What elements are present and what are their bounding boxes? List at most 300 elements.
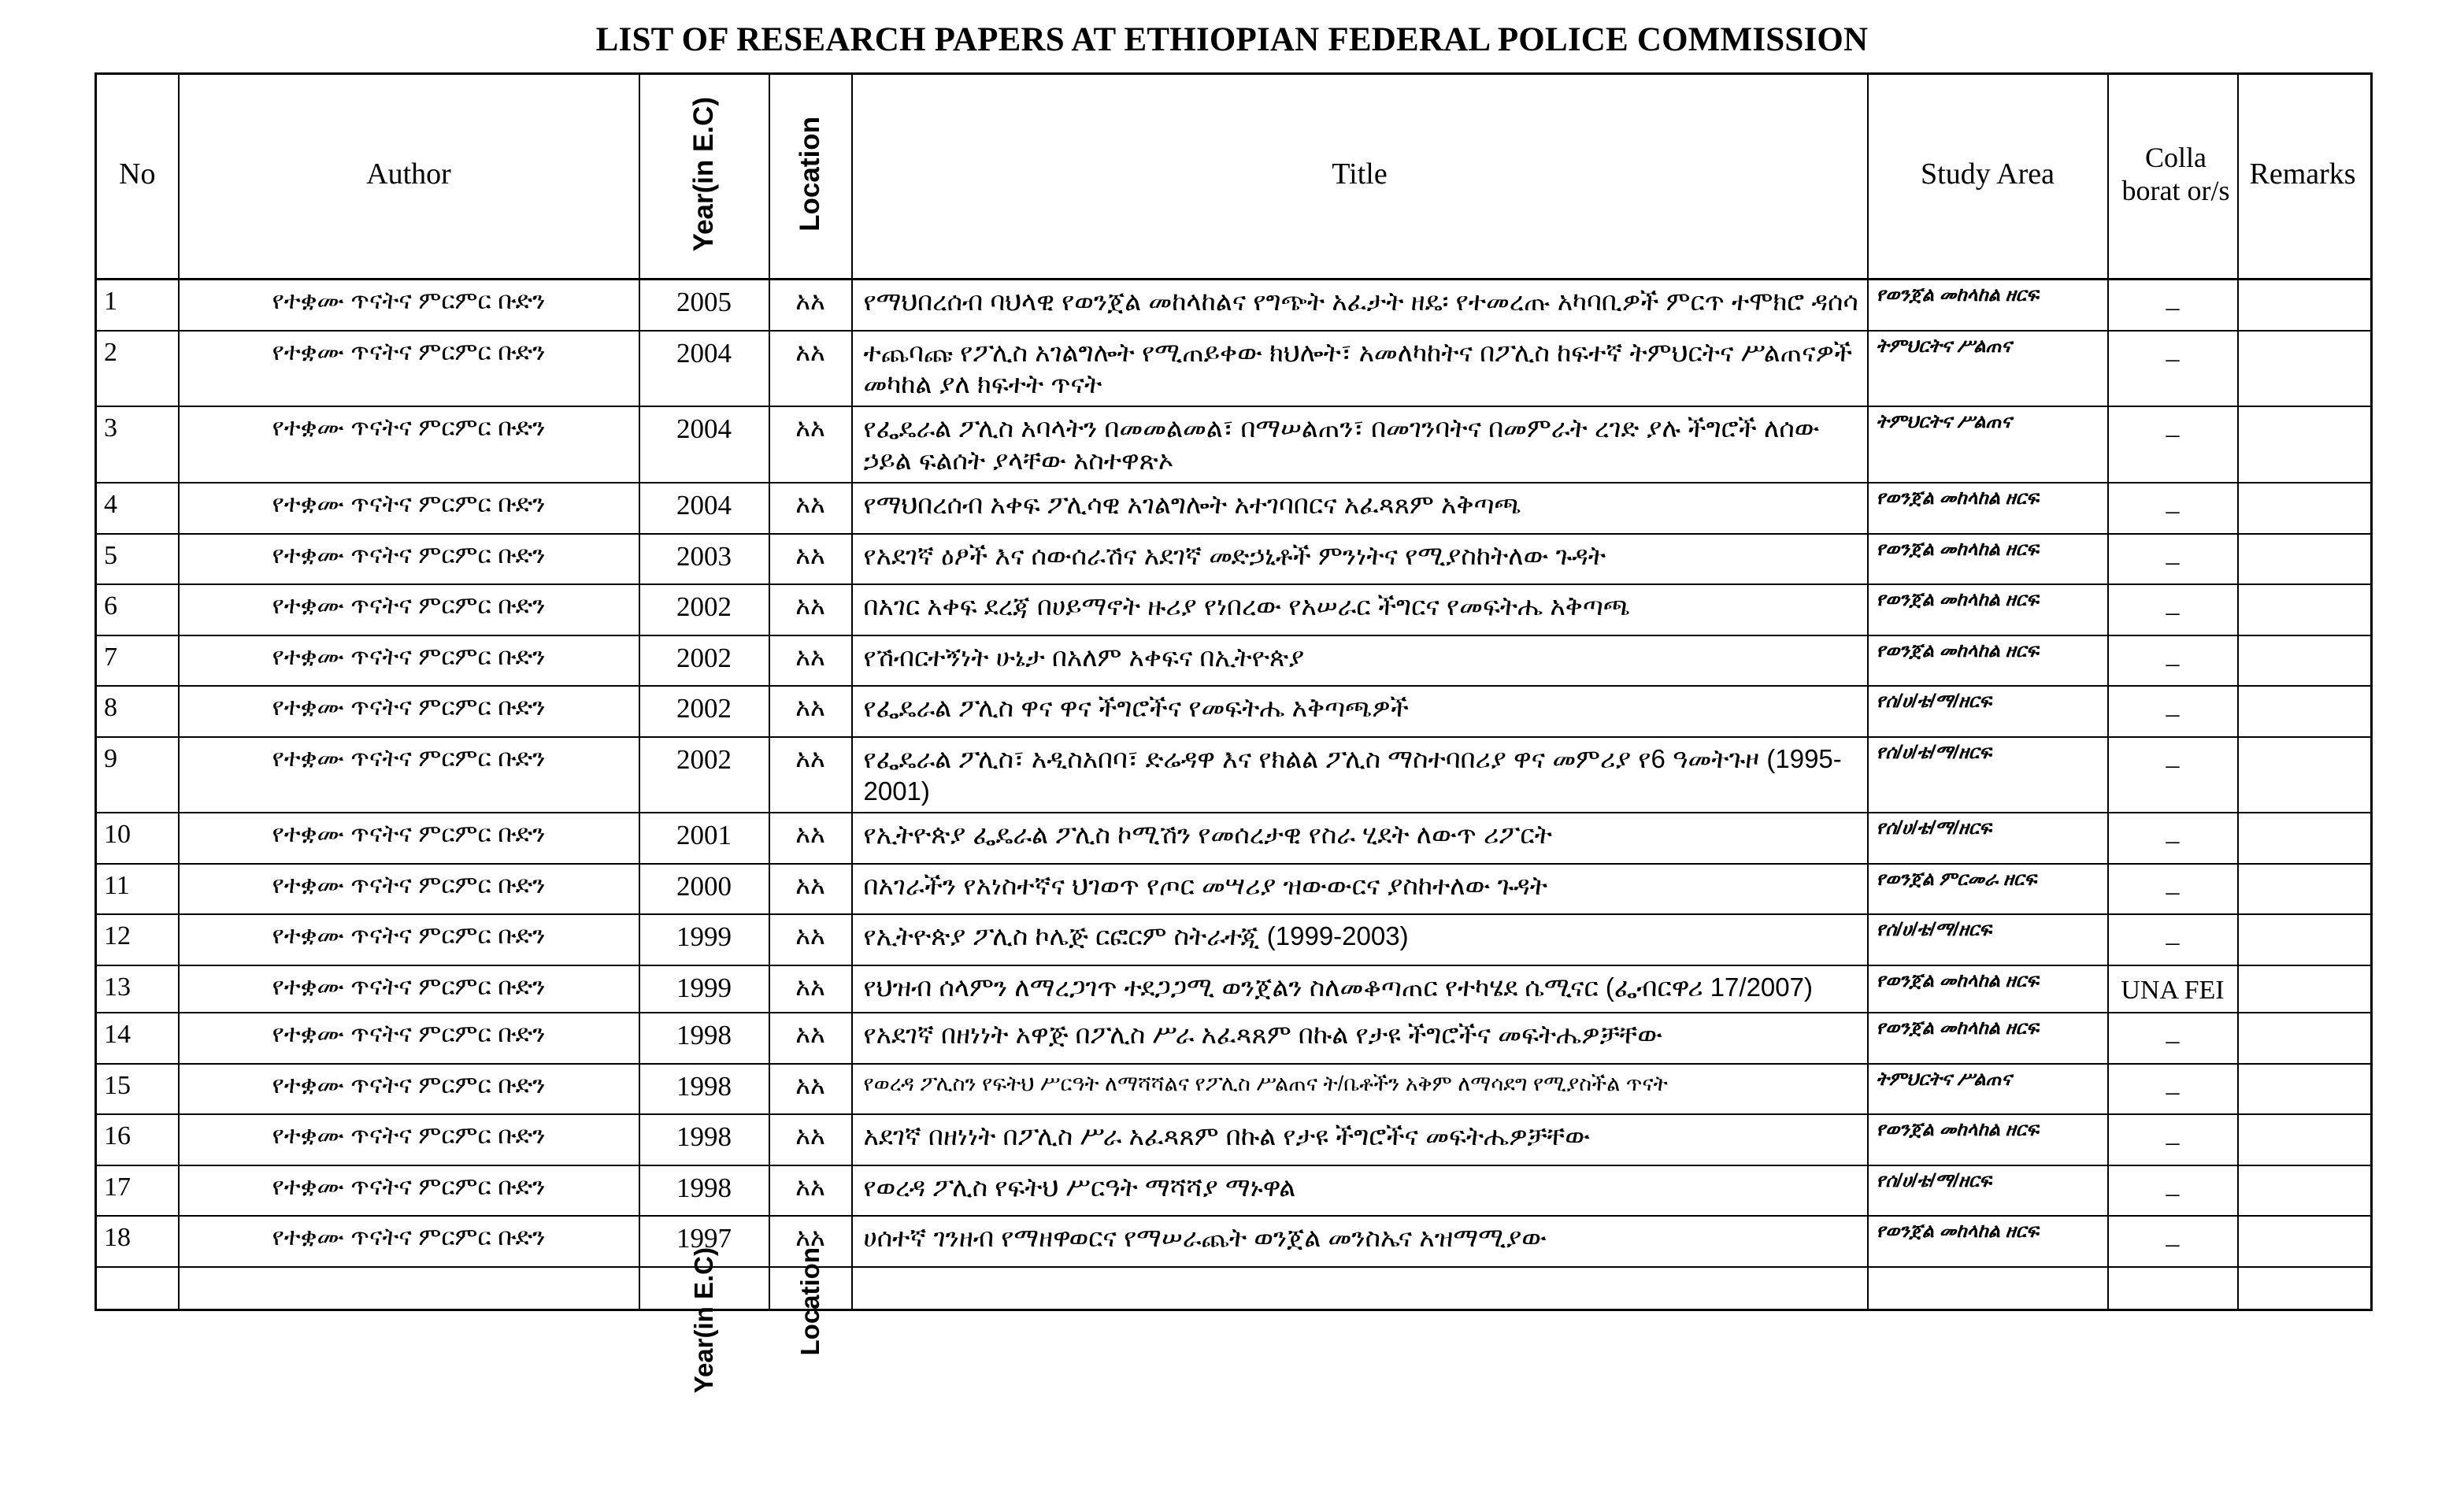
row-study-area: የወንጀል መከላከል ዘርፍ	[1876, 538, 2039, 560]
column-header-location-vertical	[770, 75, 851, 273]
row-remarks-cell	[2238, 584, 2372, 635]
row-number-cell	[96, 737, 179, 813]
cutoff-year-cell-vertical	[640, 1247, 769, 1393]
row-author: የተቋሙ ጥናትና ምርምር ቡድን	[272, 1172, 546, 1200]
row-study-area-cell	[1868, 483, 2108, 534]
cutoff-location-cell	[769, 1247, 852, 1356]
row-collaborators: –	[2166, 1178, 2180, 1208]
column-header-no-label: No	[119, 157, 156, 191]
column-header-collaborators-label: Colla borat or/s	[2121, 141, 2230, 206]
row-year-cell	[639, 280, 769, 331]
row-remarks-cell	[2238, 813, 2372, 864]
row-study-area: የሰ/ሀ/ቴ/ማ/ዘርፍ	[1876, 817, 1992, 839]
row-author: የተቋሙ ጥናትና ምርምር ቡድን	[272, 693, 546, 721]
cutoff-author-cell	[179, 1267, 639, 1310]
column-header-study-area	[1868, 74, 2108, 280]
row-number: 13	[104, 972, 131, 1002]
row-number: 4	[104, 490, 117, 520]
row-study-area-cell	[1868, 864, 2108, 915]
row-title-cell	[852, 813, 1868, 864]
row-author-cell	[179, 1013, 639, 1064]
row-author: የተቋሙ ጥናትና ምርምር ቡድን	[272, 540, 546, 569]
row-study-area-cell	[1868, 965, 2108, 1013]
row-remarks-cell	[2238, 1165, 2372, 1217]
row-collaborators-cell	[2108, 686, 2238, 737]
row-title-cell	[852, 1165, 1868, 1217]
row-number-cell	[96, 686, 179, 737]
row-location-cell	[769, 686, 852, 737]
row-year-cell	[639, 864, 769, 915]
row-author: የተቋሙ ጥናትና ምርምር ቡድን	[272, 642, 546, 670]
row-remarks	[2239, 636, 2371, 646]
column-header-year-label: Year(in E.C)	[687, 96, 719, 252]
row-collaborators: –	[2166, 496, 2180, 526]
row-remarks-cell	[2238, 483, 2372, 534]
row-author: የተቋሙ ጥናትና ምርምር ቡድን	[272, 591, 546, 620]
column-header-author-label: Author	[366, 157, 451, 191]
table-row	[96, 686, 2372, 737]
row-title: የህዝብ ሰላምን ለማረጋገጥ ተደጋጋሚ ወንጀልን ስለመቆጣጠር የተካሄደ ሴሚናር (ፌብርዋሪ 17/2007)	[863, 972, 1813, 1002]
row-study-area-cell	[1868, 737, 2108, 813]
column-header-year-vertical	[640, 75, 769, 273]
row-author: የተቋሙ ጥናትና ምርምር ቡድን	[272, 490, 546, 518]
row-study-area-cell	[1868, 813, 2108, 864]
column-header-title	[852, 74, 1868, 280]
row-location: አአ	[795, 1020, 825, 1049]
row-collaborators: –	[2166, 293, 2180, 322]
table-row	[96, 1013, 2372, 1064]
row-collaborators-cell	[2108, 864, 2238, 915]
row-title: የማህበረሰብ አቀፍ ፖሊሳዊ አገልግሎት አተገባበርና አፈጻጸም አቅጣጫ	[863, 490, 1521, 520]
row-author-cell	[179, 584, 639, 635]
row-collaborators: –	[2166, 928, 2180, 958]
cutoff-study-area-cell	[1868, 1267, 2108, 1310]
column-header-author	[179, 74, 639, 280]
row-number-cell	[96, 534, 179, 585]
row-study-area-cell	[1868, 1064, 2108, 1115]
row-study-area: የወንጀል መከላከል ዘርፍ	[1876, 969, 2039, 991]
row-remarks-cell	[2238, 406, 2372, 483]
row-author-cell	[179, 686, 639, 737]
row-study-area-cell	[1868, 1013, 2108, 1064]
row-number-cell	[96, 1114, 179, 1165]
row-author: የተቋሙ ጥናትና ምርምር ቡድን	[272, 820, 546, 848]
table-row	[96, 965, 2372, 1013]
row-title-cell	[852, 686, 1868, 737]
row-year-cell	[639, 534, 769, 585]
table-row	[96, 737, 2372, 813]
row-collaborators: –	[2166, 420, 2180, 450]
row-author: የተቋሙ ጥናትና ምርምር ቡድን	[272, 1020, 546, 1048]
row-location: አአ	[795, 642, 825, 671]
row-study-area: የሰ/ሀ/ቴ/ማ/ዘርፍ	[1876, 741, 1992, 763]
row-location-cell	[769, 635, 852, 687]
column-header-no	[96, 74, 179, 280]
row-title: ተጨባጩ የፖሊስ አገልግሎት የሚጠይቀው ክህሎት፣ አመለካከትና በፖሊስ ከፍተኛ ትምህርትና ሥልጠናዎች መካከል ያለ ክፍተት ጥናት	[863, 337, 1853, 399]
cutoff-no-cell-content	[97, 1268, 178, 1309]
row-title-cell	[852, 965, 1868, 1013]
row-location-cell	[769, 864, 852, 915]
row-number: 10	[104, 820, 131, 850]
row-collaborators: –	[2166, 699, 2180, 729]
row-title-cell	[852, 864, 1868, 915]
row-number: 9	[104, 743, 117, 773]
row-number-cell	[96, 584, 179, 635]
row-number-cell	[96, 1064, 179, 1115]
row-remarks	[2239, 585, 2371, 595]
row-collaborators: –	[2166, 1229, 2180, 1259]
column-header-study-area-label: Study Area	[1921, 157, 2055, 191]
row-year-cell	[639, 914, 769, 965]
row-study-area-cell	[1868, 406, 2108, 483]
row-year: 1999	[676, 972, 732, 1003]
row-remarks	[2239, 865, 2371, 875]
row-title-cell	[852, 331, 1868, 407]
row-study-area: ትምህርትና ሥልጠና	[1876, 335, 2012, 357]
cutoff-no-cell	[96, 1267, 179, 1310]
row-author-cell	[179, 534, 639, 585]
row-study-area: የሰ/ሀ/ቴ/ማ/ዘርፍ	[1876, 691, 1992, 713]
row-study-area: የወንጀል መከላከል ዘርፍ	[1876, 284, 2039, 306]
row-year: 1997	[676, 1223, 732, 1254]
table-row	[96, 1064, 2372, 1115]
table-row	[96, 1216, 2372, 1267]
row-number-cell	[96, 1216, 179, 1267]
row-author: የተቋሙ ጥናትና ምርምር ቡድን	[272, 743, 546, 772]
cutoff-study-area-cell-content	[1869, 1268, 2107, 1309]
row-remarks	[2239, 1065, 2371, 1075]
row-collaborators: –	[2166, 343, 2180, 373]
row-remarks	[2239, 915, 2371, 925]
row-collaborators-cell	[2108, 1064, 2238, 1115]
column-header-location	[769, 74, 852, 280]
row-location: አአ	[795, 287, 825, 315]
row-location-cell	[769, 534, 852, 585]
row-number: 14	[104, 1020, 131, 1050]
row-number-cell	[96, 813, 179, 864]
row-number: 5	[104, 540, 117, 570]
row-year-cell	[639, 483, 769, 534]
row-year-cell	[639, 584, 769, 635]
row-title: የአደገኛ ዕፆች እና ሰውሰራሽና አደገኛ መድኃኒቶች ምንነትና የሚያስከትለው ጉዳት	[863, 540, 1606, 570]
row-year-cell	[639, 331, 769, 407]
row-title-cell	[852, 1064, 1868, 1115]
row-collaborators: –	[2166, 1128, 2180, 1158]
row-study-area-cell	[1868, 280, 2108, 331]
row-title: የአደገኛ በዘነነት አዋጅ በፖሊስ ሥራ አፈጻጸም በኩል የታዩ ችግሮችና መፍትሔዎቻቸው	[863, 1020, 1663, 1050]
row-collaborators-cell	[2108, 965, 2238, 1013]
table-row	[96, 914, 2372, 965]
row-remarks	[2239, 280, 2371, 291]
row-number: 6	[104, 591, 117, 621]
row-title-cell	[852, 584, 1868, 635]
row-remarks	[2239, 1166, 2371, 1176]
row-study-area: የወንጀል መከላከል ዘርፍ	[1876, 1221, 2039, 1243]
row-study-area: የወንጀል መከላከል ዘርፍ	[1876, 589, 2039, 611]
row-study-area: የሰ/ሀ/ቴ/ማ/ዘርፍ	[1876, 1169, 1992, 1191]
cutoff-title-cell-content	[853, 1268, 1867, 1309]
table-row	[96, 635, 2372, 687]
row-remarks-cell	[2238, 864, 2372, 915]
table-row	[96, 584, 2372, 635]
row-year: 1998	[676, 1172, 732, 1203]
row-number: 1	[104, 287, 117, 316]
row-year-cell	[639, 965, 769, 1013]
row-remarks	[2239, 483, 2371, 494]
row-number: 7	[104, 642, 117, 672]
row-study-area-cell	[1868, 635, 2108, 687]
row-year: 2000	[676, 870, 732, 902]
row-title-cell	[852, 737, 1868, 813]
row-remarks-cell	[2238, 635, 2372, 687]
row-year: 1998	[676, 1121, 732, 1153]
row-number-cell	[96, 864, 179, 915]
cutoff-location-cell-content	[770, 1247, 851, 1356]
row-author: የተቋሙ ጥናትና ምርምር ቡድን	[272, 921, 546, 950]
row-title: የፌዴራል ፖሊስ፣ አዲስአበባ፣ ድሬዳዋ እና የክልል ፖሊስ ማስተባበሪያ ዋና መምሪያ የ6 ዓመትጉዞ (1995-2001)	[863, 743, 1842, 806]
row-author-cell	[179, 406, 639, 483]
column-header-remarks	[2238, 74, 2372, 280]
row-number: 15	[104, 1070, 131, 1100]
row-collaborators-cell	[2108, 584, 2238, 635]
table-row	[96, 813, 2372, 864]
row-author-cell	[179, 280, 639, 331]
row-remarks-cell	[2238, 1013, 2372, 1064]
row-collaborators-cell	[2108, 737, 2238, 813]
row-collaborators-cell	[2108, 813, 2238, 864]
column-header-collaborators	[2108, 74, 2238, 280]
row-year: 2004	[676, 490, 732, 521]
row-collaborators: –	[2166, 1026, 2180, 1056]
row-year: 2001	[676, 820, 732, 851]
row-remarks	[2239, 535, 2371, 545]
row-number-cell	[96, 635, 179, 687]
row-number: 11	[104, 870, 130, 900]
row-collaborators-cell	[2108, 331, 2238, 407]
row-location-cell	[769, 331, 852, 407]
row-remarks	[2239, 738, 2371, 748]
row-number-cell	[96, 280, 179, 331]
row-location-cell	[769, 1114, 852, 1165]
research-papers-table	[94, 72, 2373, 1394]
row-author-cell	[179, 483, 639, 534]
row-location: አአ	[795, 540, 825, 569]
column-header-title-label: Title	[1332, 157, 1388, 191]
row-location: አአ	[795, 1070, 825, 1099]
row-title: የፌዴራል ፖሊስ ዋና ዋና ችግሮችና የመፍትሔ አቅጣጫዎች	[863, 693, 1409, 723]
row-author-cell	[179, 864, 639, 915]
row-title-cell	[852, 280, 1868, 331]
cutoff-year-cell-content	[640, 1247, 769, 1394]
row-author: የተቋሙ ጥናትና ምርምር ቡድን	[272, 287, 546, 314]
row-year: 1998	[676, 1020, 732, 1051]
row-year: 2005	[676, 287, 732, 317]
row-study-area-cell	[1868, 331, 2108, 407]
row-location-cell	[769, 1013, 852, 1064]
row-study-area: የወንጀል መከላከል ዘርፍ	[1876, 1119, 2039, 1141]
row-title: የወረዳ ፖሊስን የፍትህ ሥርዓት ለማሻሻልና የፖሊስ ሥልጠና ት/ቤቶችን አቅም ለማሳደግ የሚያስችል ጥናት	[863, 1071, 1668, 1095]
row-number-cell	[96, 1013, 179, 1064]
row-author-cell	[179, 1114, 639, 1165]
row-year: 2002	[676, 591, 732, 623]
row-study-area: የወንጀል ምርመራ ዘርፍ	[1876, 868, 2037, 890]
row-year: 2004	[676, 337, 732, 369]
row-number: 17	[104, 1172, 131, 1202]
row-study-area: የወንጀል መከላከል ዘርፍ	[1876, 1017, 2039, 1039]
row-location-cell	[769, 737, 852, 813]
row-year-cell	[639, 1114, 769, 1165]
row-study-area-cell	[1868, 1165, 2108, 1217]
row-year: 1998	[676, 1070, 732, 1102]
row-title-cell	[852, 1216, 1868, 1267]
cutoff-title-cell	[852, 1267, 1868, 1310]
row-remarks	[2239, 1217, 2371, 1227]
row-remarks-cell	[2238, 280, 2372, 331]
row-author-cell	[179, 331, 639, 407]
row-title-cell	[852, 1013, 1868, 1064]
row-year-cell	[639, 1165, 769, 1217]
row-title: በአገራችን የአነስተኛና ህገወጥ የጦር መሣሪያ ዝውውርና ያስከተለው ጉዳት	[863, 870, 1548, 900]
row-location: አአ	[795, 1223, 825, 1252]
row-title-cell	[852, 914, 1868, 965]
row-year-cell	[639, 737, 769, 813]
row-collaborators: UNA FEI	[2121, 975, 2225, 1005]
row-location: አአ	[795, 1121, 825, 1150]
page-title: LIST OF RESEARCH PAPERS AT ETHIOPIAN FEDERAL POLICE COMMISSION	[595, 21, 1869, 58]
cutoff-location-cell-label: Location	[795, 1247, 824, 1356]
row-year: 2002	[676, 693, 732, 724]
row-collaborators: –	[2166, 648, 2180, 678]
row-remarks-cell	[2238, 965, 2372, 1013]
row-title: የኢትዮጵያ ፌዴራል ፖሊስ ኮሚሽን የመሰረታዊ የስራ ሂደት ለውጥ ሪፖርት	[863, 820, 1552, 850]
row-location: አአ	[795, 921, 825, 950]
table-row	[96, 406, 2372, 483]
row-location-cell	[769, 1165, 852, 1217]
row-year: 2004	[676, 413, 732, 445]
table-row	[96, 280, 2372, 331]
row-year: 1999	[676, 921, 732, 953]
row-title: በአገር አቀፍ ደረጃ በሀይማኖት ዙሪያ የነበረው የአሠራር ችግርና የመፍትሔ አቅጣጫ	[863, 591, 1630, 621]
row-study-area: የሰ/ሀ/ቴ/ማ/ዘርፍ	[1876, 919, 1992, 941]
row-collaborators: –	[2166, 1076, 2180, 1106]
table-row-cut-off	[96, 1267, 2372, 1310]
row-remarks	[2239, 813, 2371, 824]
row-remarks	[2239, 332, 2371, 342]
row-title: የኢትዮጵያ ፖሊስ ኮሌጅ ርፎርም ስትራተጂ (1999-2003)	[863, 921, 1409, 951]
row-remarks-cell	[2238, 686, 2372, 737]
row-author-cell	[179, 813, 639, 864]
row-title: የማህበረሰብ ባህላዊ የወንጀል መከላከልና የግጭት አፈታት ዘዴ፡ የተመረጡ አካባቢዎች ምርጥ ተሞክሮ ዳሰሳ	[863, 287, 1858, 316]
row-author: የተቋሙ ጥናትና ምርምር ቡድን	[272, 870, 546, 898]
row-remarks	[2239, 966, 2371, 976]
research-papers-table-container	[94, 72, 2370, 1394]
cutoff-collaborators-cell-content	[2109, 1268, 2237, 1309]
row-location: አአ	[795, 591, 825, 621]
cutoff-location-cell-vertical	[770, 1247, 851, 1356]
row-title-cell	[852, 483, 1868, 534]
table-row	[96, 483, 2372, 534]
row-author: የተቋሙ ጥናትና ምርምር ቡድን	[272, 1223, 546, 1251]
row-study-area: ትምህርትና ሥልጠና	[1876, 1068, 2012, 1090]
row-remarks-cell	[2238, 914, 2372, 965]
table-row	[96, 1165, 2372, 1217]
table-row	[96, 864, 2372, 915]
column-header-remarks-label: Remarks	[2249, 157, 2356, 191]
row-author: የተቋሙ ጥናትና ምርምር ቡድን	[272, 337, 546, 365]
row-number: 3	[104, 413, 117, 443]
row-author-cell	[179, 635, 639, 687]
row-location-cell	[769, 914, 852, 965]
row-author-cell	[179, 1165, 639, 1217]
row-remarks-cell	[2238, 737, 2372, 813]
row-number-cell	[96, 406, 179, 483]
table-row	[96, 1114, 2372, 1165]
cutoff-collaborators-cell	[2108, 1267, 2238, 1310]
row-location-cell	[769, 406, 852, 483]
row-collaborators: –	[2166, 598, 2180, 628]
row-collaborators-cell	[2108, 1216, 2238, 1267]
row-year-cell	[639, 635, 769, 687]
row-author: የተቋሙ ጥናትና ምርምር ቡድን	[272, 413, 546, 442]
row-author-cell	[179, 914, 639, 965]
row-year-cell	[639, 1064, 769, 1115]
row-location: አአ	[795, 693, 825, 722]
row-number-cell	[96, 331, 179, 407]
row-title-cell	[852, 635, 1868, 687]
row-number-cell	[96, 1165, 179, 1217]
row-year: 2002	[676, 642, 732, 673]
row-number: 16	[104, 1121, 131, 1151]
row-number-cell	[96, 483, 179, 534]
row-study-area: የወንጀል መከላከል ዘርፍ	[1876, 639, 2039, 661]
row-study-area-cell	[1868, 1216, 2108, 1267]
row-remarks-cell	[2238, 1114, 2372, 1165]
row-location-cell	[769, 584, 852, 635]
cutoff-remarks-cell	[2238, 1267, 2372, 1310]
row-location-cell	[769, 813, 852, 864]
row-year-cell	[639, 406, 769, 483]
row-year-cell	[639, 813, 769, 864]
row-location: አአ	[795, 972, 825, 1001]
row-year-cell	[639, 686, 769, 737]
row-title: ሀሰተኛ ገንዘብ የማዘዋወርና የማሠራጨት ወንጀል መንስኤና አዝማሚያው	[863, 1223, 1547, 1253]
row-collaborators-cell	[2108, 1114, 2238, 1165]
row-collaborators-cell	[2108, 280, 2238, 331]
row-location: አአ	[795, 743, 825, 772]
row-study-area-cell	[1868, 534, 2108, 585]
row-number: 18	[104, 1223, 131, 1253]
row-title: አደገኛ በዘነነት በፖሊስ ሥራ አፈጻጸም በኩል የታዩ ችግሮችና መፍትሔዎቻቸው	[863, 1121, 1591, 1151]
table-row	[96, 331, 2372, 407]
cutoff-year-cell-label: Year(in E.C)	[688, 1247, 718, 1394]
row-year: 2002	[676, 743, 732, 775]
row-study-area-cell	[1868, 914, 2108, 965]
row-collaborators: –	[2166, 826, 2180, 856]
row-year: 2003	[676, 540, 732, 572]
row-location: አአ	[795, 1172, 825, 1201]
row-remarks	[2239, 407, 2371, 417]
row-location: አአ	[795, 337, 825, 366]
row-collaborators-cell	[2108, 1013, 2238, 1064]
row-title-cell	[852, 406, 1868, 483]
row-remarks-cell	[2238, 534, 2372, 585]
row-author: የተቋሙ ጥናትና ምርምር ቡድን	[272, 1070, 546, 1098]
row-remarks	[2239, 687, 2371, 697]
row-collaborators-cell	[2108, 406, 2238, 483]
row-number: 8	[104, 693, 117, 723]
row-remarks-cell	[2238, 1216, 2372, 1267]
row-title: የወረዳ ፖሊስ የፍትህ ሥርዓት ማሻሻያ ማኑዋል	[863, 1172, 1296, 1202]
